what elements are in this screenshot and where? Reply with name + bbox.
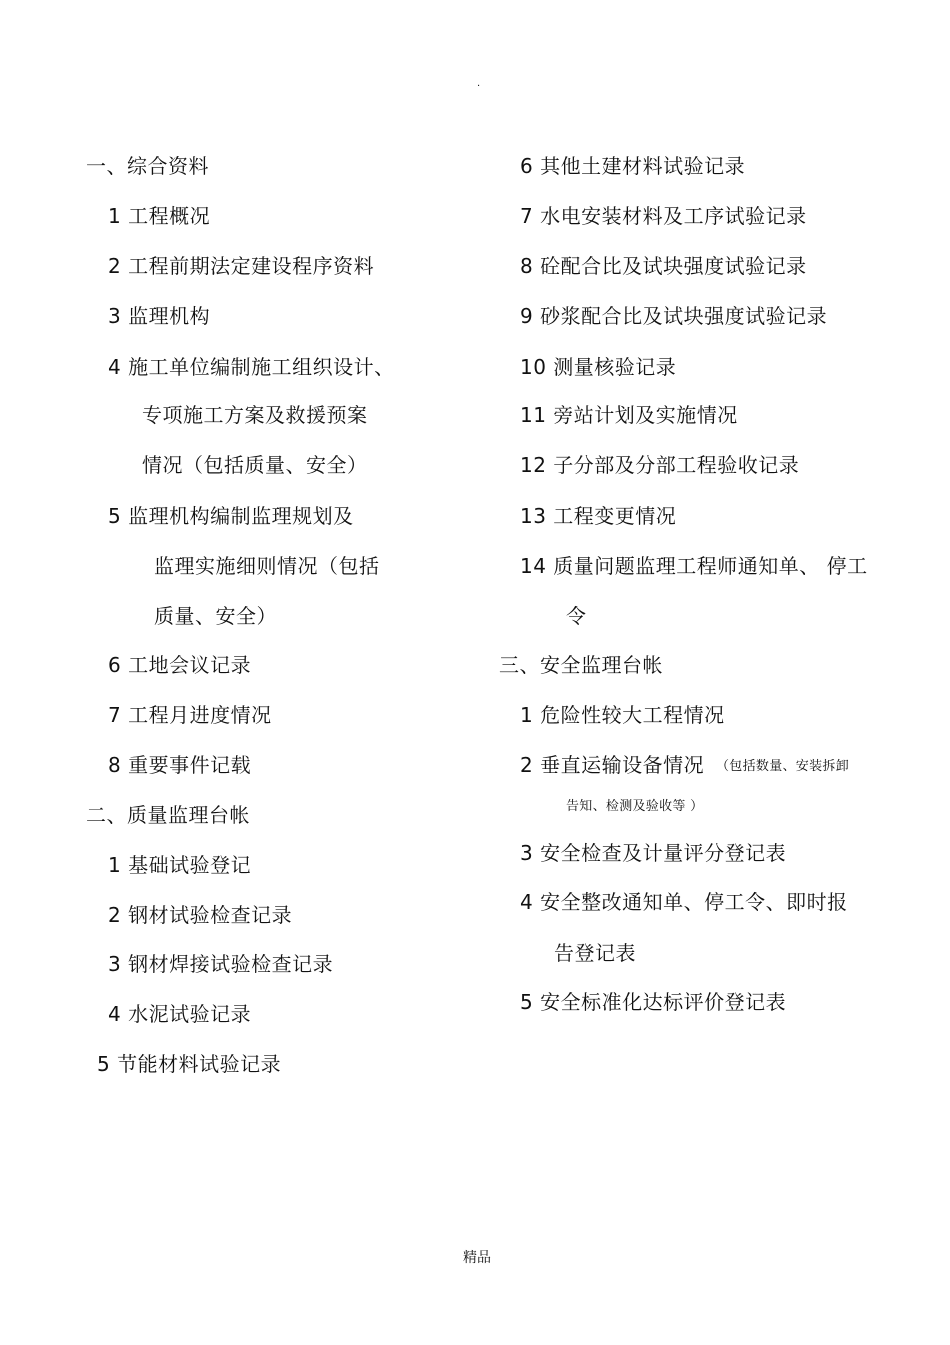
list-item-continuation: 令 [566, 604, 587, 628]
list-item-continuation: 专项施工方案及救援预案 [142, 403, 368, 427]
list-item: 13 工程变更情况 [520, 504, 677, 528]
footer-text: 精品 [463, 1250, 491, 1266]
list-item-note: （包括数量、安装拆卸 [716, 759, 850, 774]
list-item: 6 工地会议记录 [108, 653, 252, 677]
list-item-continuation: 情况（包括质量、安全） [142, 453, 368, 477]
list-item: 3 钢材焊接试验检查记录 [108, 952, 334, 976]
list-item: 1 基础试验登记 [108, 853, 252, 877]
list-item: 1 危险性较大工程情况 [520, 703, 725, 727]
list-item: 3 监理机构 [108, 304, 211, 328]
list-item-continuation: 告登记表 [554, 941, 636, 965]
list-item: 4 施工单位编制施工组织设计、 [108, 355, 395, 379]
section-title-safety: 三、安全监理台帐 [499, 653, 663, 677]
list-item: 12 子分部及分部工程验收记录 [520, 453, 800, 477]
list-item-continuation: 监理实施细则情况（包括 [154, 554, 380, 578]
list-item: 2 垂直运输设备情况 [520, 753, 705, 777]
list-item: 7 水电安装材料及工序试验记录 [520, 204, 807, 228]
list-item: 3 安全检查及计量评分登记表 [520, 841, 787, 865]
list-item: 6 其他土建材料试验记录 [520, 154, 746, 178]
list-item: 4 水泥试验记录 [108, 1002, 252, 1026]
list-item-note: 告知、检测及验收等 ） [566, 799, 704, 814]
list-item: 10 测量核验记录 [520, 355, 677, 379]
list-item: 9 砂浆配合比及试块强度试验记录 [520, 304, 828, 328]
list-item: 5 安全标准化达标评价登记表 [520, 990, 787, 1014]
list-item: 11 旁站计划及实施情况 [520, 403, 738, 427]
list-item: 2 钢材试验检查记录 [108, 903, 293, 927]
list-item: 14 质量问题监理工程师通知单、 停工 [520, 554, 868, 578]
list-item: 5 监理机构编制监理规划及 [108, 504, 354, 528]
list-item: 8 砼配合比及试块强度试验记录 [520, 254, 807, 278]
list-item: 1 工程概况 [108, 204, 211, 228]
list-item: 5 节能材料试验记录 [97, 1052, 282, 1076]
header-mark: . [477, 78, 481, 89]
section-title-quality: 二、质量监理台帐 [86, 803, 250, 827]
list-item: 4 安全整改通知单、停工令、即时报 [520, 890, 848, 914]
section-title-general: 一、综合资料 [86, 154, 209, 178]
list-item-continuation: 质量、安全） [154, 604, 277, 628]
list-item: 8 重要事件记载 [108, 753, 252, 777]
list-item: 2 工程前期法定建设程序资料 [108, 254, 375, 278]
list-item: 7 工程月进度情况 [108, 703, 272, 727]
